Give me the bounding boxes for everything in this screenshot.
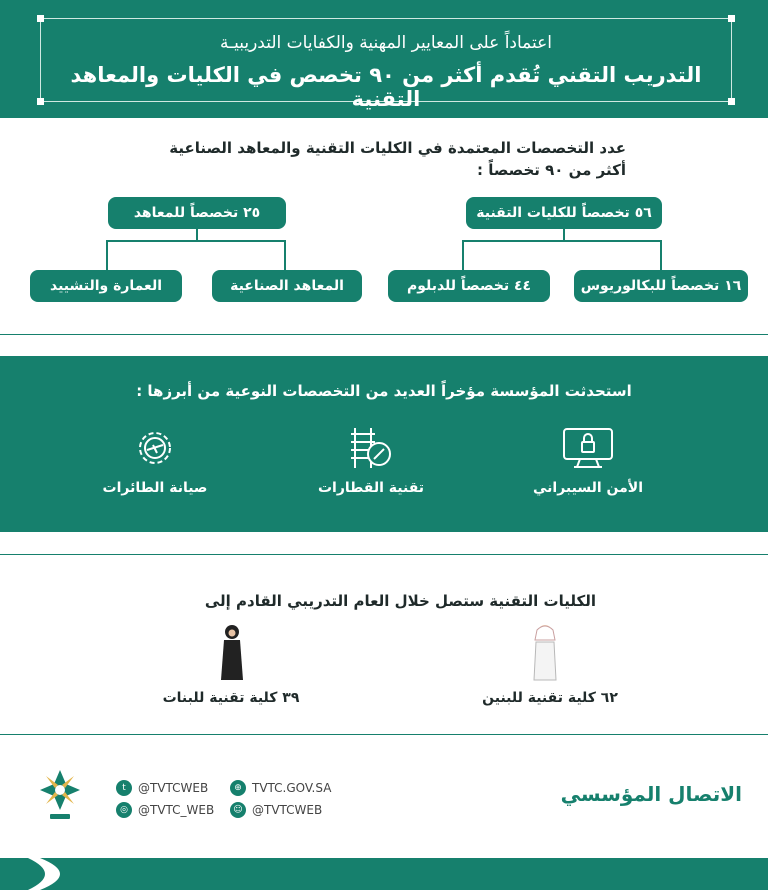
twitter-label: @TVTCWEB	[138, 781, 209, 795]
header-banner	[0, 0, 768, 118]
intro-line-1: عدد التخصصات المعتمدة في الكليات التقنية والمعاهد الصناعية	[169, 139, 626, 157]
feature-railway-tech	[286, 426, 456, 496]
header-title: التدريب التقني تُقدم أكثر من ٩٠ تخصص في الكليات والمعاهد التقنية	[70, 63, 702, 111]
male-trainee-icon	[530, 624, 560, 682]
website-link[interactable]	[230, 780, 331, 796]
snapchat-handle[interactable]	[230, 802, 322, 818]
tree-connector	[462, 240, 662, 242]
feature-label: الأمن السيبراني	[532, 480, 644, 496]
aircraft-maintenance-icon	[127, 426, 183, 472]
railway-tech-icon	[343, 426, 399, 472]
globe-icon: ⊕	[230, 780, 246, 796]
industrial-institutes-pill: المعاهد الصناعية	[212, 270, 362, 302]
instagram-label: @TVTC_WEB	[138, 803, 215, 817]
tree-connector	[284, 240, 286, 270]
frame-corner	[728, 15, 735, 22]
architecture-construction-pill: العمارة والتشييد	[30, 270, 182, 302]
snapchat-icon: ☺	[230, 802, 246, 818]
feature-cyber-security	[503, 426, 673, 496]
tree-connector	[106, 240, 286, 242]
upcoming-colleges-title: الكليات التقنية ستصل خلال العام التدريبي القادم إلى	[204, 592, 596, 610]
diploma-count-pill: ٤٤ تخصصاً للدبلوم	[388, 270, 550, 302]
boys-colleges-count: ٦٢ كلية تقنية للبنين	[482, 690, 618, 706]
website-label: TVTC.GOV.SA	[252, 781, 332, 795]
specializations-intro	[140, 137, 626, 181]
tree-connector	[462, 240, 464, 270]
section-divider	[0, 554, 768, 555]
instagram-icon: ◎	[116, 802, 132, 818]
corporate-communication-label: الاتصال المؤسسي	[560, 782, 742, 806]
section-divider	[0, 734, 768, 735]
twitter-handle[interactable]	[116, 780, 208, 796]
bottom-bar	[0, 858, 768, 890]
header-subtitle: اعتماداً على المعايير المهنية والكفايات التدريبيـة	[220, 33, 552, 53]
new-specializations-panel	[0, 356, 768, 532]
girls-colleges-count: ٣٩ كلية تقنية للبنات	[162, 690, 300, 706]
bottom-bar-ornament	[0, 858, 90, 890]
feature-aircraft-maintenance	[70, 426, 240, 496]
cyber-security-icon	[560, 426, 616, 472]
female-trainee-icon	[219, 624, 245, 682]
institutes-count-pill: ٢٥ تخصصاً للمعاهد	[108, 197, 286, 229]
tree-connector	[106, 240, 108, 270]
bachelor-count-pill: ١٦ تخصصاً للبكالوريوس	[574, 270, 748, 302]
header-frame	[40, 18, 732, 111]
snapchat-label: @TVTCWEB	[252, 803, 323, 817]
intro-line-2: أكثر من ٩٠ تخصصاً :	[477, 161, 626, 179]
twitter-icon: t	[116, 780, 132, 796]
tvtc-logo	[36, 766, 84, 822]
colleges-count-pill: ٥٦ تخصصاً للكليات التقنية	[466, 197, 662, 229]
section-divider	[0, 334, 768, 335]
feature-label: صيانة الطائرات	[102, 480, 208, 496]
instagram-handle[interactable]	[116, 802, 214, 818]
feature-label: تقنية القطارات	[317, 480, 425, 496]
frame-corner	[37, 15, 44, 22]
tree-connector	[660, 240, 662, 270]
new-specializations-title: استحدثت المؤسسة مؤخراً العديد من التخصصات النوعية من أبرزها :	[136, 382, 632, 400]
